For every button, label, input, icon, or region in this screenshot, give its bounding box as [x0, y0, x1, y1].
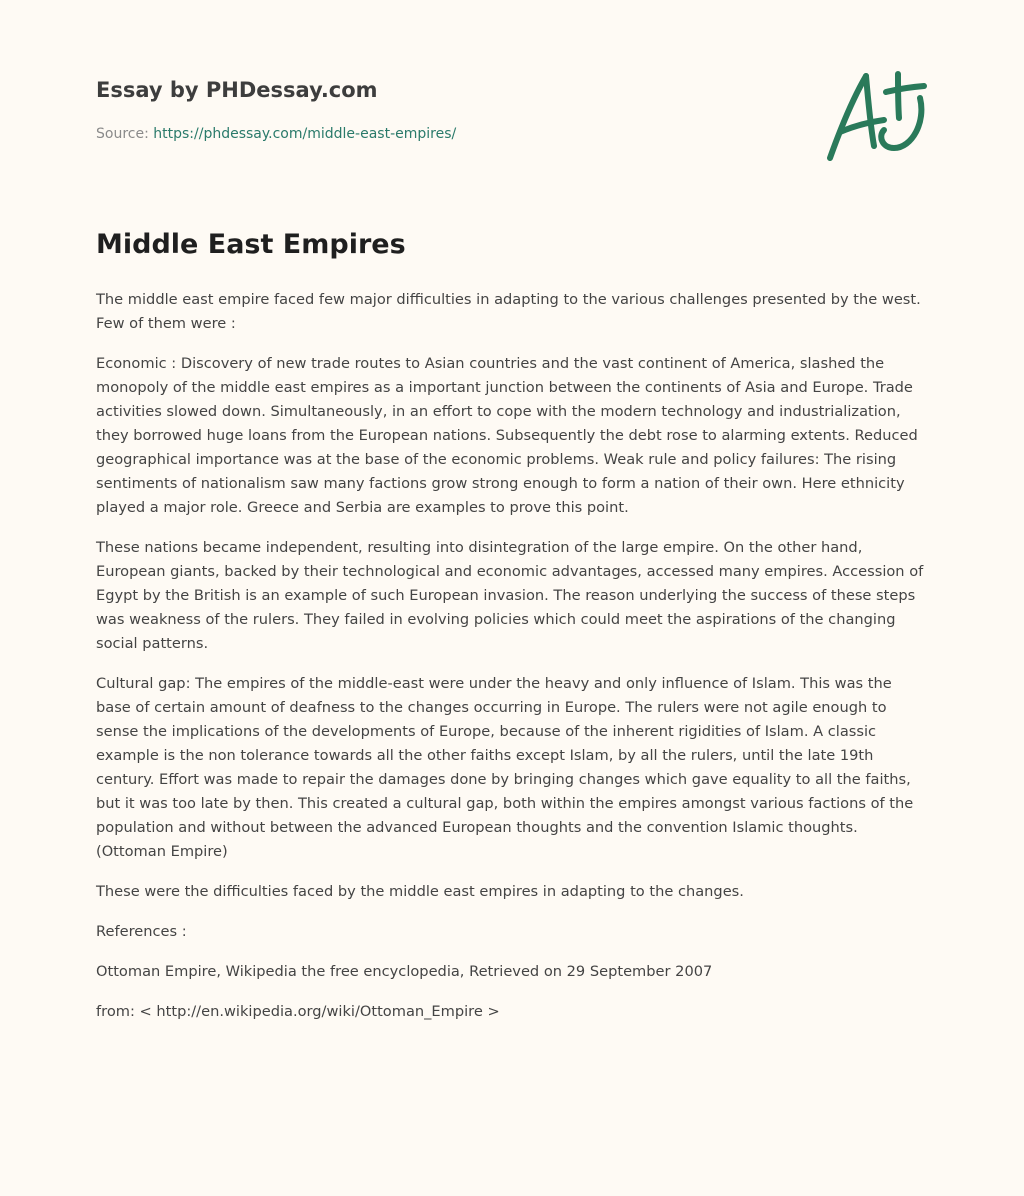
- source-line: [96, 124, 816, 144]
- essay-paragraph: Economic : Discovery of new trade routes to Asian countries and the vast continent of America, slashed the monopoly of the middle east empires as a important junction between the continents of Asia and Europe. Trade activities slowed down. Simultaneously, in an effort to cope with the modern technology and industrialization, they borrowed huge loans from the European nations. Subsequently the debt rose to alarming extents. Reduced geographical importance was at the base of the economic problems. Weak rule and policy failures: The rising sentiments of nationalism saw many factions grow strong enough to form a nation of their own. Here ethnicity played a major role. Greece and Serbia are examples to prove this point.: [96, 355, 918, 516]
- site-title: Essay by PHDessay.com: [96, 78, 378, 102]
- reference-url: from: < http://en.wikipedia.org/wiki/Ottoman_Empire >: [96, 1003, 500, 1020]
- a-plus-grade-icon: [822, 68, 930, 164]
- essay-paragraph: These were the difficulties faced by the middle east empires in adapting to the changes.: [96, 883, 744, 900]
- essay-paragraph: Cultural gap: The empires of the middle-east were under the heavy and only influence of Islam. This was the base of certain amount of deafness to the changes occurring in Europe. The rulers were not agile enough to sense the implications of the developments of Europe, because of the inherent rigidities of Islam. A classic example is the non tolerance towards all the other faiths except Islam, by all the rulers, until the late 19th century. Effort was made to repair the damages done by bringing changes which gave equality to all the faiths, but it was too late by then. This created a cultural gap, both within the empires amongst various factions of the population and without between the advanced European thoughts and the convention Islamic thoughts. (Ottoman Empire): [96, 675, 914, 860]
- essay-paragraph: The middle east empire faced few major difficulties in adapting to the various challenges presented by the west. Few of them were :: [96, 291, 921, 332]
- essay-paragraph: These nations became independent, resulting into disintegration of the large empire. On the other hand, European giants, backed by their technological and economic advantages, accessed many empires. Accession of Egypt by the British is an example of such European invasion. The reason underlying the success of these steps was weakness of the rulers. They failed in evolving policies which could meet the aspirations of the changing social patterns.: [96, 539, 924, 652]
- page-header: [96, 76, 816, 144]
- essay-content: [96, 226, 930, 1040]
- reference-entry: Ottoman Empire, Wikipedia the free encyclopedia, Retrieved on 29 September 2007: [96, 963, 713, 980]
- source-label: Source:: [96, 126, 149, 142]
- essay-title: Middle East Empires: [96, 229, 406, 260]
- references-heading: References :: [96, 923, 187, 940]
- source-link[interactable]: https://phdessay.com/middle-east-empires/: [153, 126, 457, 142]
